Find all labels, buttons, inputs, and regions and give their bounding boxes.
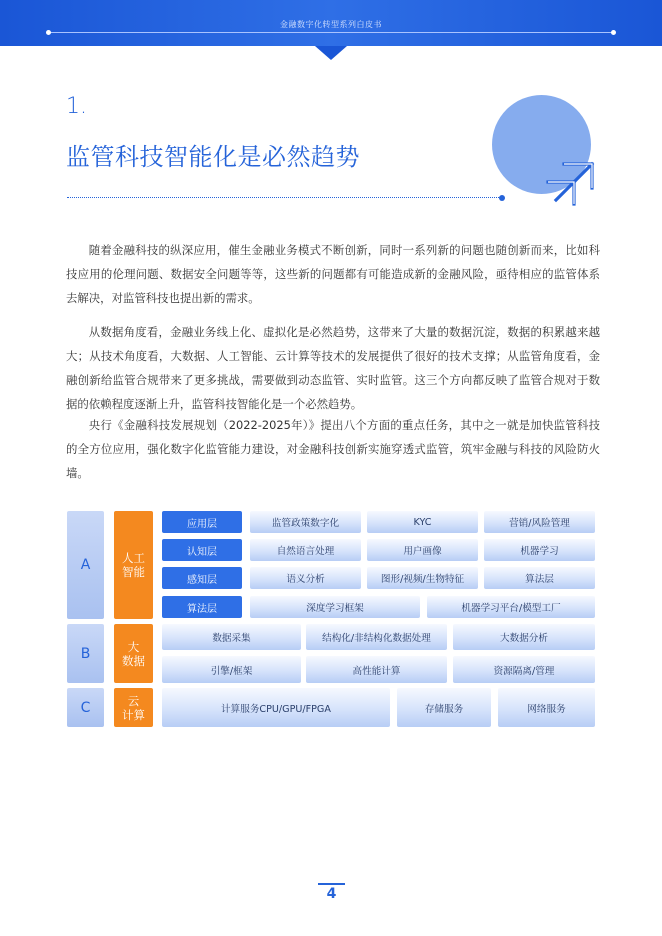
category-ai: 人工 智能	[114, 511, 153, 619]
cell-storage-service: 存储服务	[397, 688, 491, 727]
cell-image-video-biometric: 图形/视频/生物特征	[367, 567, 478, 589]
section-divider-dot	[499, 195, 505, 201]
tier-label-a: A	[67, 511, 104, 619]
section-title: 监管科技智能化是必然趋势	[66, 143, 360, 171]
header-rule-dot-left	[46, 30, 51, 35]
header-title: 金融数字化转型系列白皮书	[280, 20, 382, 29]
tier-label-b: B	[67, 624, 104, 683]
cell-nlp: 自然语言处理	[250, 539, 361, 561]
cell-resource-isolation: 资源隔离/管理	[453, 656, 595, 683]
cell-user-profile: 用户画像	[367, 539, 478, 561]
header-rule	[48, 32, 614, 33]
cell-deep-learning-framework: 深度学习框架	[250, 596, 420, 618]
paragraph-3: 央行《金融科技发展规划（2022-2025年）》提出八个方面的重点任务，其中之一就是加快监管科技的全方位应用，强化数字化监管能力建设，对金融科技创新实施穿透式监管，筑牢金融与科技的风险防火墙。	[66, 418, 600, 480]
cell-machine-learning: 机器学习	[484, 539, 595, 561]
header-notch	[315, 46, 347, 60]
cell-data-processing: 结构化/非结构化数据处理	[306, 624, 447, 650]
cell-compute-service: 计算服务CPU/GPU/FPGA	[162, 688, 390, 727]
layer-application: 应用层	[162, 511, 242, 533]
tier-label-c: C	[67, 688, 104, 727]
cell-semantic-analysis: 语义分析	[250, 567, 361, 589]
cell-data-collection: 数据采集	[162, 624, 301, 650]
cell-policy-digitization: 监管政策数字化	[250, 511, 361, 533]
cell-big-data-analysis: 大数据分析	[453, 624, 595, 650]
paragraph-1: 随着金融科技的纵深应用，催生金融业务模式不断创新，同时一系列新的问题也随创新而来，比如科技应用的伦理问题、数据安全问题等等，这些新的问题都有可能造成新的金融风险，亟待相应的监管体系去解决，对监管科技也提出新的需求。	[66, 243, 600, 305]
section-divider	[67, 197, 501, 198]
cell-network-service: 网络服务	[498, 688, 595, 727]
cell-algorithm: 算法层	[484, 567, 595, 589]
cell-kyc: KYC	[367, 511, 478, 533]
paragraph-2: 从数据角度看，金融业务线上化、虚拟化是必然趋势，这带来了大量的数据沉淀，数据的积累越来越大；从技术角度看，大数据、人工智能、云计算等技术的发展提供了很好的技术支撑；从监管角度看，金融创新给监管合规带来了更多挑战，需要做到动态监管、实时监管。这三个方向都反映了监管合规对于数据的依赖程度逐渐上升，监管科技智能化是一个必然趋势。	[66, 325, 600, 411]
double-arrow-up-right-icon	[542, 154, 600, 206]
cell-engine-framework: 引擎/框架	[162, 656, 301, 683]
page-number-rule	[318, 883, 345, 885]
page-number: 4	[326, 886, 337, 902]
cell-hpc: 高性能计算	[306, 656, 447, 683]
category-cloud: 云 计算	[114, 688, 153, 727]
layer-cognition: 认知层	[162, 539, 242, 561]
cell-marketing-risk: 营销/风险管理	[484, 511, 595, 533]
category-big-data: 大 数据	[114, 624, 153, 683]
cell-ml-platform: 机器学习平台/模型工厂	[427, 596, 595, 618]
section-number: 1.	[66, 94, 87, 119]
layer-algorithm: 算法层	[162, 596, 242, 618]
layer-perception: 感知层	[162, 567, 242, 589]
header-rule-dot-right	[611, 30, 616, 35]
